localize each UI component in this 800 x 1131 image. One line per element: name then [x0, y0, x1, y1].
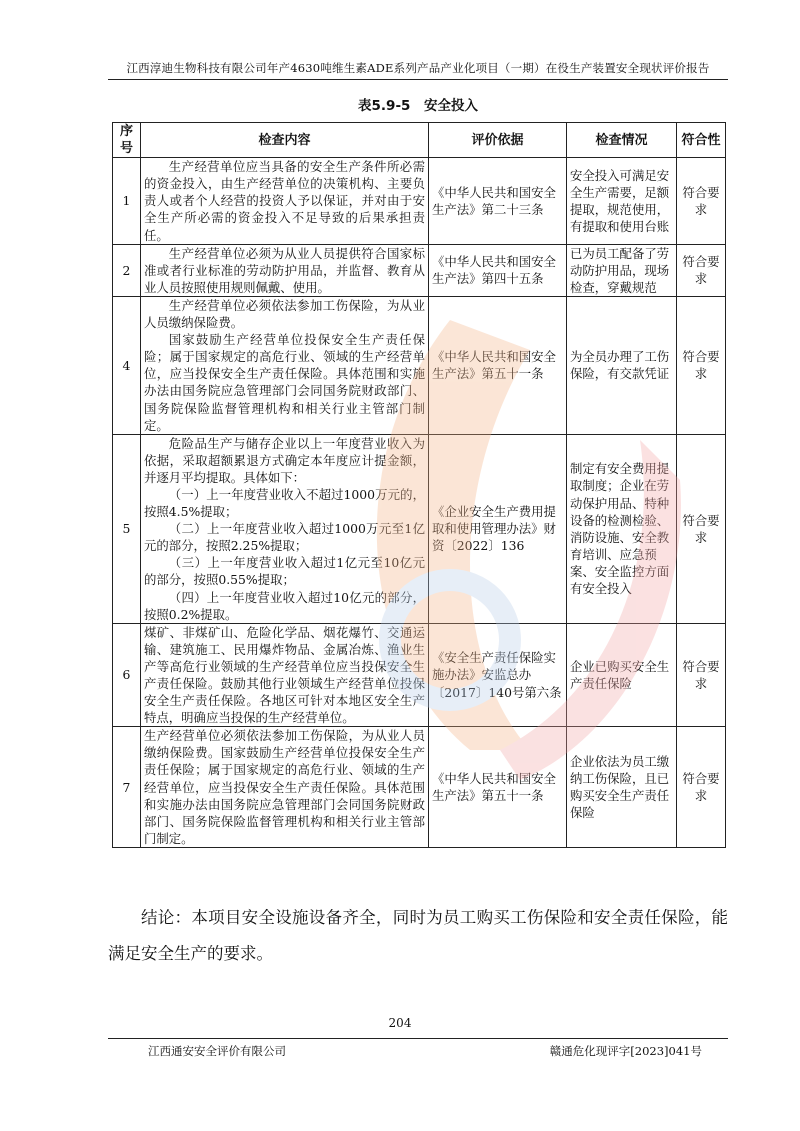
row-check: 企业依法为员工缴纳工伤保险，且已购买安全生产责任保险 [567, 727, 677, 848]
row-no: 1 [113, 158, 141, 244]
col-header-result: 符合性 [677, 123, 726, 158]
row-check: 安全投入可满足安全生产需要，足额提取，规范使用，有提取和使用台账 [567, 158, 677, 244]
content-paragraph: 生产经营单位应当具备的安全生产条件所必需的资金投入，由生产经营单位的决策机构、主要负责人或者个人经营的投资人予以保证，并对由于安全生产所必需的资金投入不足导致的后果承担责任。 [144, 159, 425, 243]
page-number: 204 [388, 1016, 412, 1030]
table-row [113, 623, 726, 727]
row-check: 制定有安全费用提取制度；企业在劳动保护用品、特种设备的检测检验、消防设施、安全教育培训、应急预案、安全监控方面有安全投入 [567, 434, 677, 623]
row-result: 符合要求 [677, 727, 726, 848]
row-check: 企业已购买安全生产责任保险 [567, 623, 677, 727]
table-row [113, 434, 726, 623]
row-result: 符合要求 [677, 623, 726, 727]
row-result: 符合要求 [677, 158, 726, 244]
row-no: 2 [113, 244, 141, 296]
conclusion-text: 结论：本项目安全设施设备齐全，同时为员工购买工伤保险和安全责任保险，能满足安全生产的要求。 [108, 908, 728, 963]
table-header-row [113, 123, 726, 158]
table-row [113, 244, 726, 296]
row-no: 4 [113, 296, 141, 434]
content-paragraph: （四）上一年度营业收入超过10亿元的部分，按照0.2%提取。 [144, 589, 425, 622]
content-paragraph: 危险品生产与储存企业以上一年度营业收入为依据，采取超额累退方式确定本年度应计提金额，并逐月平均提取。具体如下： [144, 435, 425, 485]
running-header: 江西淳迪生物科技有限公司年产4630吨维生素ADE系列产品产业化项目（一期）在役生产装置安全现状评价报告 [126, 61, 710, 75]
content-paragraph: 生产经营单位必须依法参加工伤保险，为从业人员缴纳保险费。 [144, 297, 425, 331]
content-paragraph: （三）上一年度营业收入超过1亿元至10亿元的部分，按照0.55%提取； [144, 555, 425, 588]
row-content [141, 158, 429, 244]
row-check: 为全员办理了工伤保险，有交款凭证 [567, 296, 677, 434]
row-basis: 《安全生产责任保险实施办法》安监总办〔2017〕140号第六条 [429, 623, 567, 727]
row-no: 6 [113, 623, 141, 727]
safety-investment-table [112, 122, 726, 848]
row-content [141, 623, 429, 727]
row-no: 5 [113, 434, 141, 623]
footer-company: 江西通安安全评价有限公司 [148, 1044, 286, 1058]
content-paragraph: 煤矿、非煤矿山、危险化学品、烟花爆竹、交通运输、建筑施工、民用爆炸物品、金属冶炼、渔业生产等高危行业领域的生产经营单位应当投保安全生产责任保险。鼓励其他行业领域生产经营单位投保安全生产责任保险。各地区可针对本地区安全生产特点，明确应当投保的生产经营单位。 [144, 624, 425, 726]
row-content [141, 296, 429, 434]
row-result: 符合要求 [677, 244, 726, 296]
row-basis: 《中华人民共和国安全生产法》第五十一条 [429, 296, 567, 434]
content-paragraph: 生产经营单位必须依法参加工伤保险，为从业人员缴纳保险费。国家鼓励生产经营单位投保安全生产责任保险；属于国家规定的高危行业、领域的生产经营单位，应当投保安全生产责任保险。具体范围和实施办法由国务院应急管理部门会同国务院财政部门、国务院保险监督管理机构和相关行业主管部门制定。 [144, 728, 425, 846]
row-basis: 《中华人民共和国安全生产法》第四十五条 [429, 244, 567, 296]
col-header-check: 检查情况 [567, 123, 677, 158]
row-content [141, 434, 429, 623]
content-paragraph: （一）上一年度营业收入不超过1000万元的，按照4.5%提取； [144, 486, 425, 520]
row-no: 7 [113, 727, 141, 848]
table-row [113, 727, 726, 848]
row-result: 符合要求 [677, 434, 726, 623]
header-rule [108, 79, 728, 80]
table-row [113, 158, 726, 244]
row-result: 符合要求 [677, 296, 726, 434]
row-basis: 《中华人民共和国安全生产法》第五十一条 [429, 727, 567, 848]
row-basis: 《中华人民共和国安全生产法》第二十三条 [429, 158, 567, 244]
row-content [141, 244, 429, 296]
col-header-content: 检查内容 [141, 123, 429, 158]
content-paragraph: 生产经营单位必须为从业人员提供符合国家标准或者行业标准的劳动防护用品，并监督、教育从业人员按照使用规则佩戴、使用。 [144, 245, 425, 295]
col-header-basis: 评价依据 [429, 123, 567, 158]
row-check: 已为员工配备了劳动防护用品，现场检查，穿戴规范 [567, 244, 677, 296]
footer-rule [108, 1038, 728, 1039]
content-paragraph: （二）上一年度营业收入超过1000万元至1亿元的部分，按照2.25%提取； [144, 521, 425, 554]
content-paragraph: 国家鼓励生产经营单位投保安全生产责任保险；属于国家规定的高危行业、领域的生产经营单位，应当投保安全生产责任保险。具体范围和实施办法由国务院应急管理部门会同国务院财政部门、国务院保险监督管理机构和相关行业主管部门制定。 [144, 332, 425, 433]
col-header-no: 序号 [113, 123, 141, 158]
row-basis: 《企业安全生产费用提取和使用管理办法》财资〔2022〕136 [429, 434, 567, 623]
footer-report-number: 赣通危化现评字[2023]041号 [549, 1044, 702, 1058]
table-caption: 表5.9-5 安全投入 [358, 98, 478, 114]
row-content [141, 727, 429, 848]
table-row [113, 296, 726, 434]
